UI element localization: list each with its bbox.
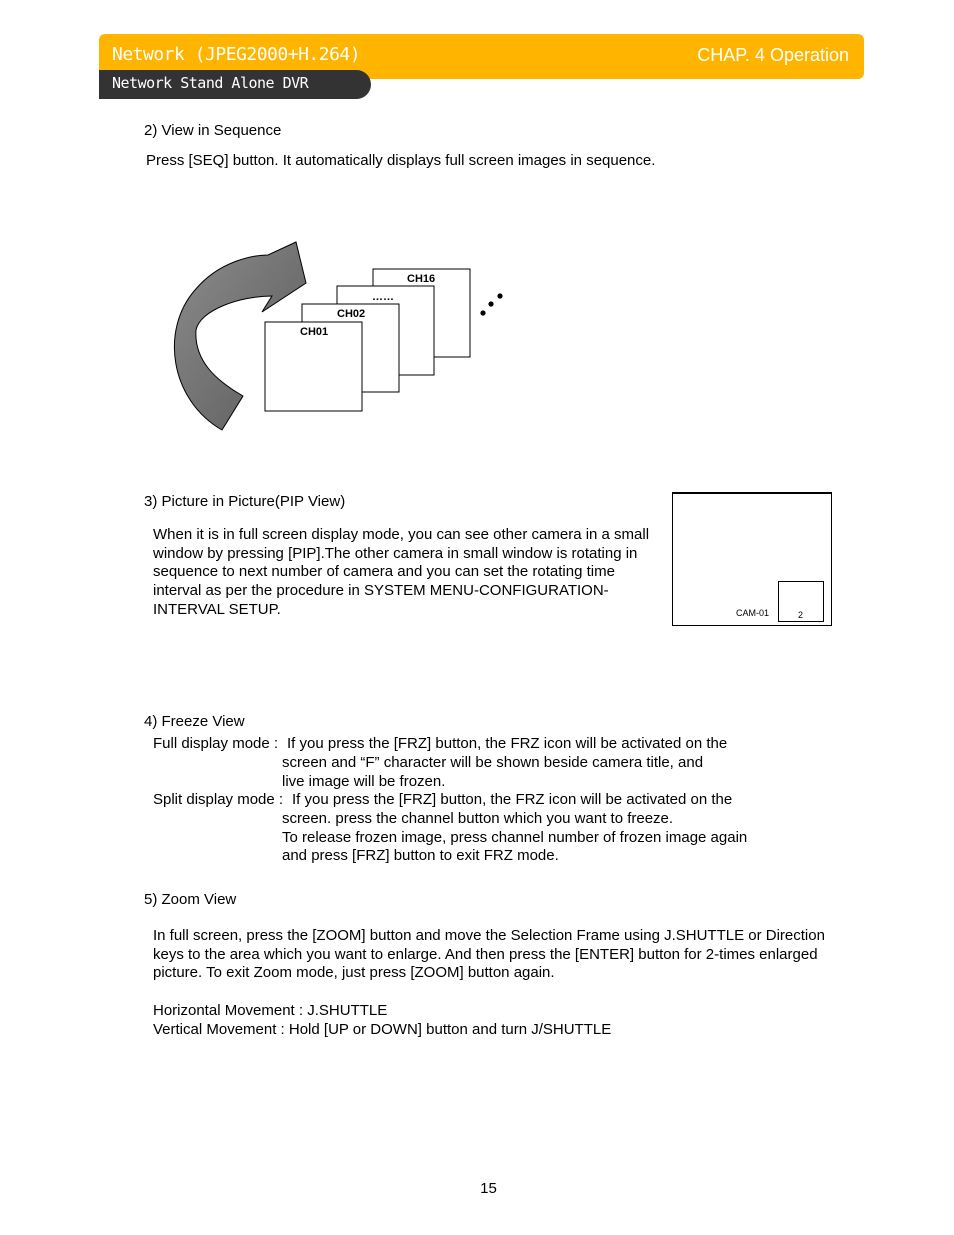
pip-line: interval as per the procedure in SYSTEM MENU-CONFIGURATION- [153, 582, 609, 600]
sequence-diagram [160, 230, 520, 440]
freeze-split-line: and press [FRZ] button to exit FRZ mode. [282, 847, 559, 865]
freeze-heading: 4) Freeze View [144, 713, 245, 730]
freeze-full-line: live image will be frozen. [282, 772, 446, 790]
freeze-split-body-cont [282, 810, 747, 866]
label-ch01: CH01 [300, 326, 329, 338]
freeze-full-body-cont [282, 754, 703, 791]
label-ch16: CH16 [407, 273, 436, 285]
freeze-full-line: screen and “F” character will be shown beside camera title, and [282, 754, 704, 771]
pip-camera-label: CAM-01 [736, 608, 770, 618]
pip-line: INTERVAL SETUP. [153, 600, 281, 618]
freeze-full-label: Full display mode : [153, 735, 279, 752]
zoom-vertical: Vertical Movement : Hold [UP or DOWN] button and turn J/SHUTTLE [153, 1020, 612, 1038]
header-title: Network (JPEG2000+H.264) [112, 44, 361, 65]
subheader-title: Network Stand Alone DVR [112, 74, 309, 92]
pip-line: window by pressing [PIP].The other camera in small window is rotating in [153, 544, 638, 562]
sequence-body: Press [SEQ] button. It automatically displays full screen images in sequence. [146, 152, 656, 169]
zoom-heading: 5) Zoom View [144, 891, 237, 908]
zoom-horizontal: Horizontal Movement : J.SHUTTLE [153, 1002, 388, 1019]
sequence-heading: 2) View in Sequence [144, 122, 282, 139]
zoom-movement [153, 1002, 611, 1039]
freeze-split-body [292, 791, 732, 810]
freeze-split-line: If you press the [FRZ] button, the FRZ icon will be activated on the [292, 791, 733, 808]
zoom-line: In full screen, press the [ZOOM] button and move the Selection Frame using J.SHUTTLE or Direction [153, 927, 825, 944]
page-number: 15 [480, 1180, 497, 1197]
pip-line: sequence to next number of camera and you can set the rotating time [153, 563, 615, 581]
pip-heading: 3) Picture in Picture(PIP View) [144, 493, 346, 510]
pip-line: When it is in full screen display mode, you can see other camera in a small [153, 526, 650, 543]
pip-inset-label: 2 [798, 610, 804, 620]
pip-screen-diagram [670, 490, 834, 628]
zoom-line: keys to the area which you want to enlarge. And then press the [ENTER] button for 2-times enlarged [153, 945, 818, 963]
pip-body [153, 526, 649, 620]
label-ellipsis: …… [372, 291, 394, 303]
label-ch02: CH02 [337, 308, 366, 320]
zoom-line: picture. To exit Zoom mode, just press [ZOOM] button again. [153, 964, 555, 982]
freeze-full-line: If you press the [FRZ] button, the FRZ icon will be activated on the [287, 735, 728, 752]
freeze-split-line: screen. press the channel button which you want to freeze. [282, 810, 674, 827]
zoom-body [153, 927, 825, 983]
chapter-label: CHAP. 4 Operation [697, 45, 849, 65]
continuation-dots-icon [480, 293, 502, 315]
freeze-split-label: Split display mode : [153, 791, 284, 808]
freeze-split-line: To release frozen image, press channel number of frozen image again [282, 828, 748, 846]
freeze-full-body [287, 735, 727, 754]
